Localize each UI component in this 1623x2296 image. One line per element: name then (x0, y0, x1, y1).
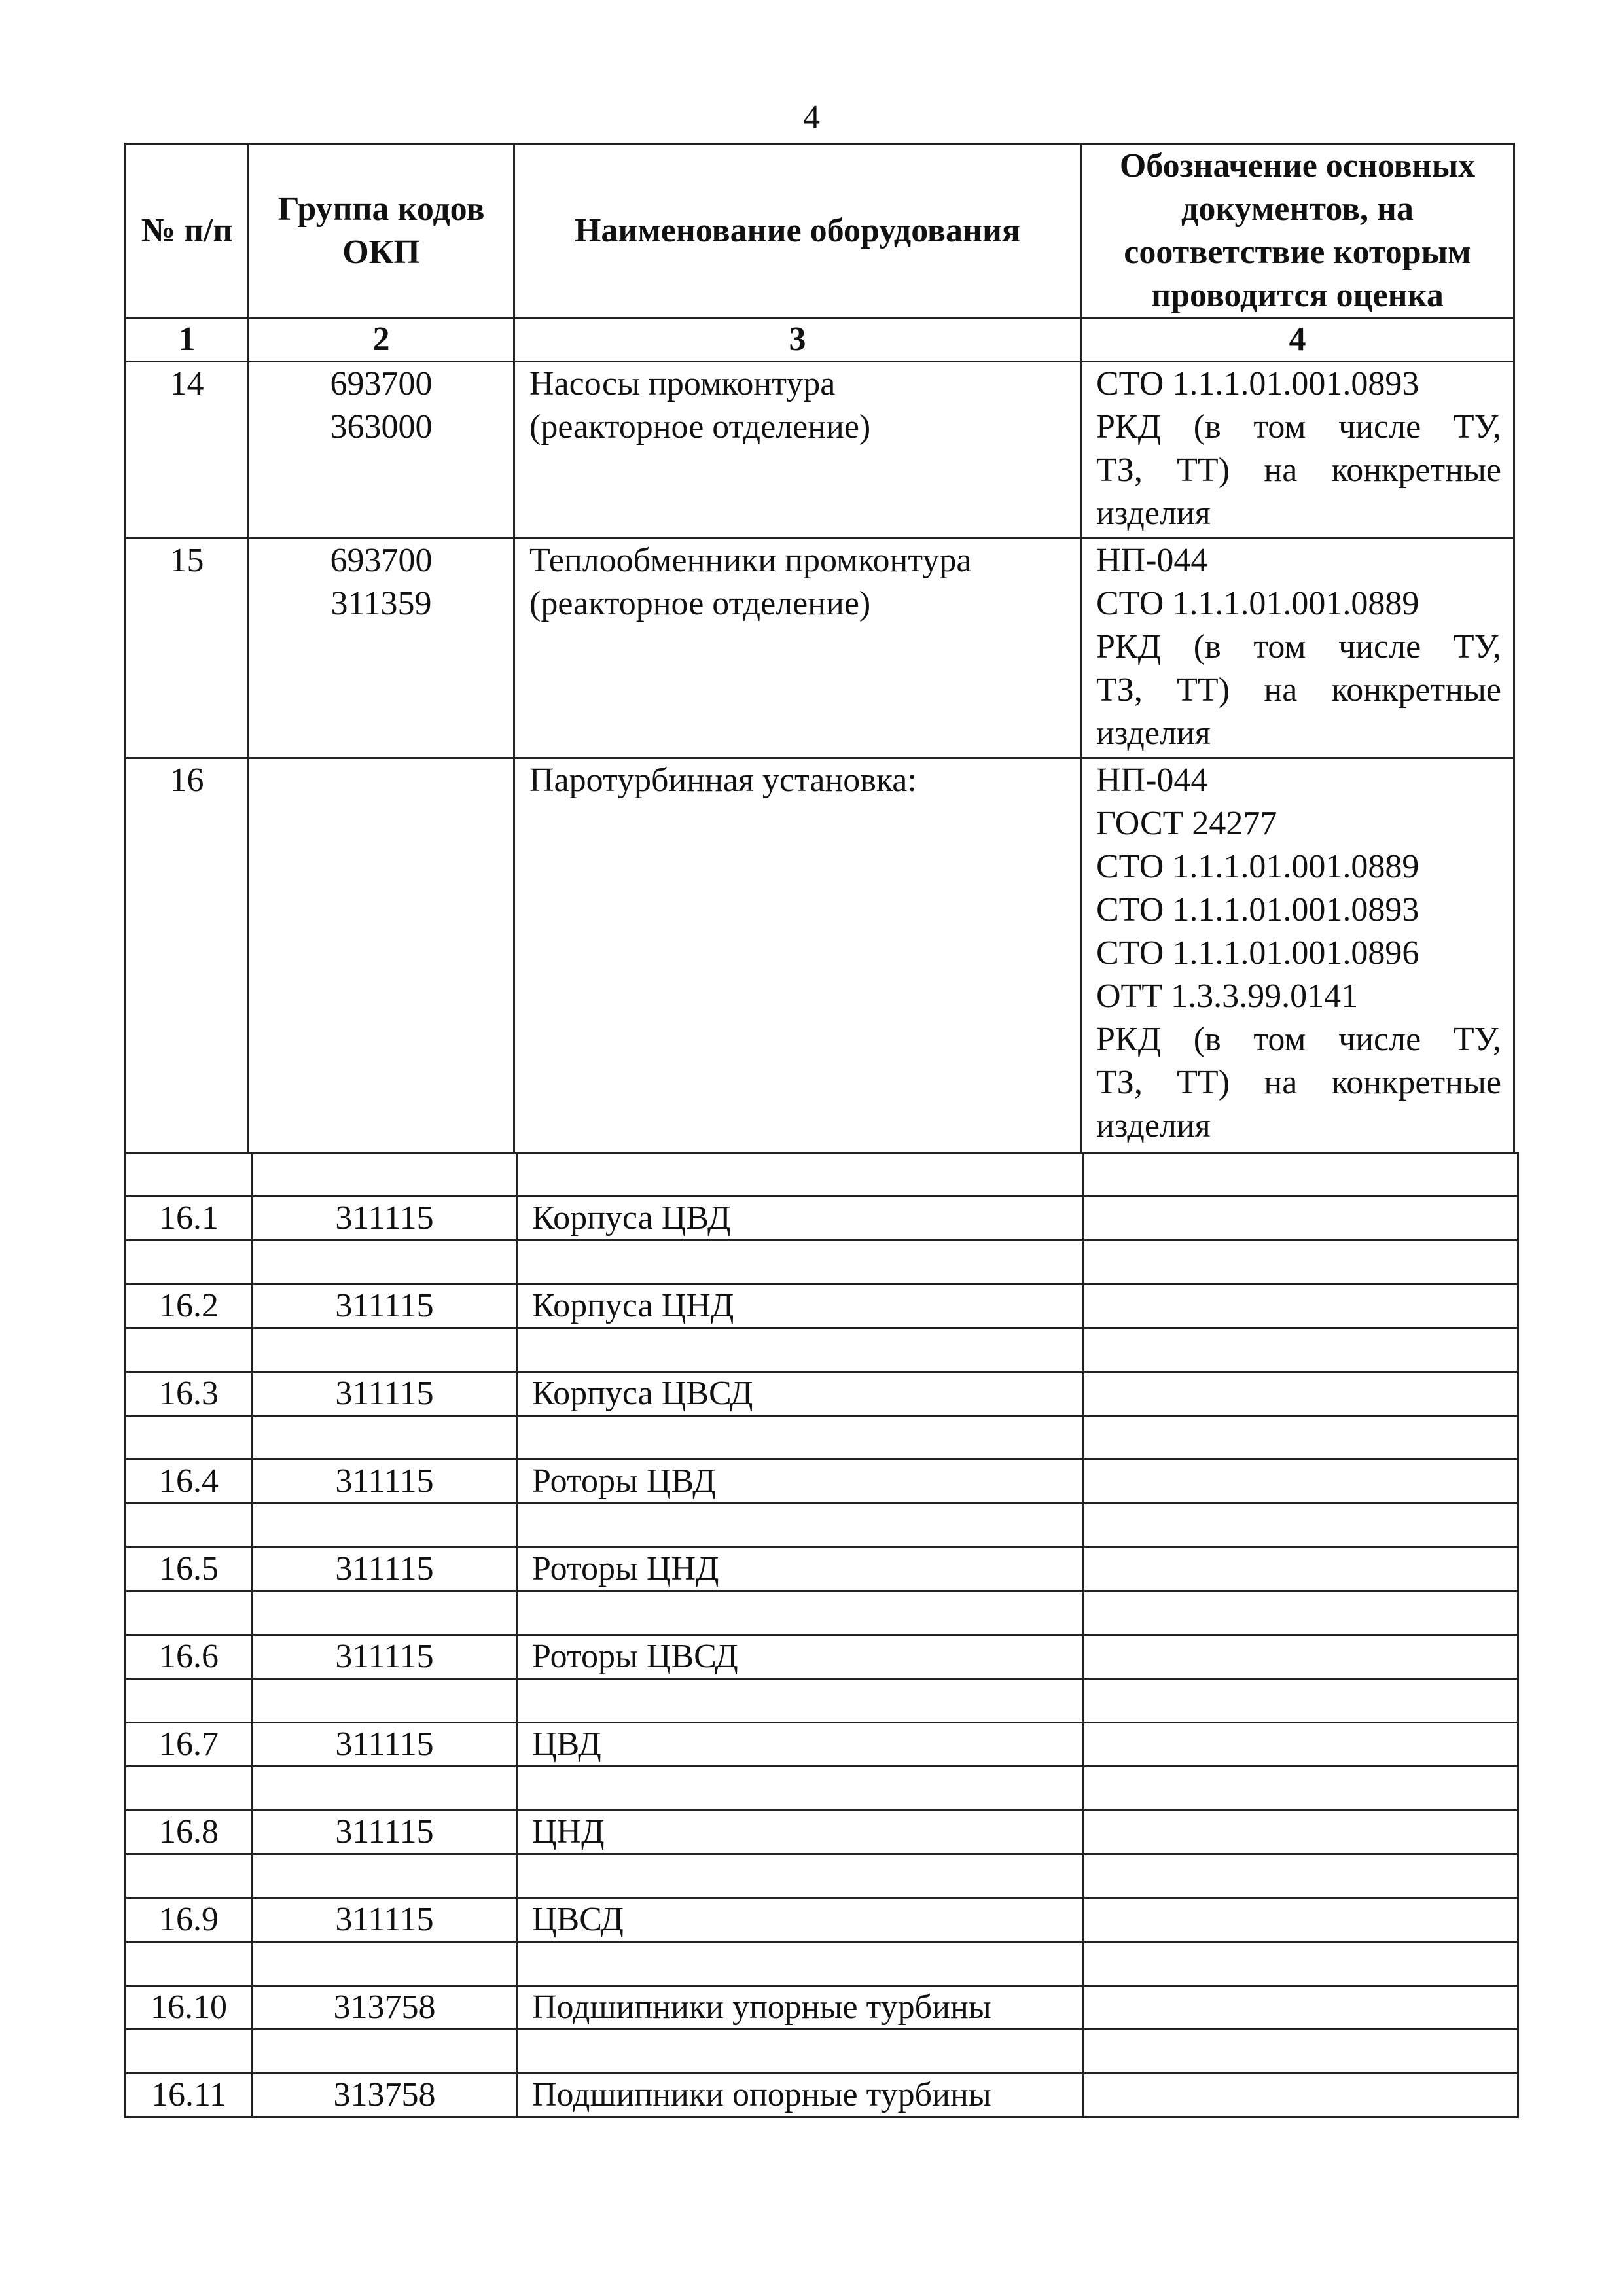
table-row (126, 539, 1514, 758)
empty-cell (1084, 1942, 1518, 1986)
document-line: РКД (в том числе ТУ, (1096, 628, 1501, 665)
documents (1084, 2074, 1518, 2117)
equipment-name: ЦВСД (517, 1898, 1084, 1942)
empty-cell (253, 1328, 517, 1372)
table-row (126, 1460, 1518, 1504)
empty-cell (126, 1591, 253, 1635)
row-num: 16.8 (126, 1810, 253, 1854)
equipment-name-line: Теплообменники промконтура (529, 542, 972, 579)
table-row (126, 1372, 1518, 1416)
column-number: 4 (1081, 319, 1514, 362)
document-line: изделия (1096, 715, 1211, 752)
empty-cell (517, 1767, 1084, 1810)
equipment-name-line: Насосы промконтура (529, 365, 836, 402)
okp-code: 311115 (253, 1810, 517, 1854)
header-okp-codes: Группа кодов ОКП (249, 144, 514, 319)
table-row (126, 1197, 1518, 1241)
empty-cell (517, 1942, 1084, 1986)
table-row (126, 1284, 1518, 1328)
okp-code: 311115 (253, 1284, 517, 1328)
equipment-name: Роторы ЦВД (517, 1460, 1084, 1504)
empty-cell (517, 1854, 1084, 1898)
equipment-name: Корпуса ЦВСД (517, 1372, 1084, 1416)
empty-cell (253, 1153, 517, 1197)
equipment-name: Подшипники упорные турбины (517, 1986, 1084, 2030)
empty-cell (126, 1504, 253, 1547)
empty-cell (1084, 1767, 1518, 1810)
okp-code: 311359 (330, 585, 432, 622)
document-line: ОТТ 1.3.3.99.0141 (1096, 978, 1359, 1015)
header-equipment-name: Наименование оборудования (514, 144, 1081, 319)
spacer-row (126, 1153, 1518, 1197)
row-num: 16.5 (126, 1547, 253, 1591)
column-number: 2 (249, 319, 514, 362)
header-row (126, 144, 1514, 319)
equipment-name-line: Паротурбинная установка: (529, 762, 917, 799)
documents (1084, 1547, 1518, 1591)
spacer-row (126, 1504, 1518, 1547)
documents (1084, 1723, 1518, 1767)
document-line: изделия (1096, 1107, 1211, 1144)
document-line: ГОСТ 24277 (1096, 805, 1277, 842)
documents (1081, 758, 1514, 1154)
empty-cell (517, 2030, 1084, 2074)
empty-cell (126, 1679, 253, 1723)
empty-cell (253, 2030, 517, 2074)
equipment-name (514, 539, 1081, 758)
empty-cell (517, 1591, 1084, 1635)
empty-cell (126, 1767, 253, 1810)
table-row (126, 1810, 1518, 1854)
row-num: 16.2 (126, 1284, 253, 1328)
okp-code: 693700 (330, 365, 433, 402)
empty-cell (517, 1328, 1084, 1372)
empty-cell (1084, 1591, 1518, 1635)
spacer-row (126, 1241, 1518, 1284)
documents (1084, 1460, 1518, 1504)
empty-cell (1084, 1679, 1518, 1723)
empty-cell (126, 2030, 253, 2074)
empty-cell (253, 1241, 517, 1284)
table-row (126, 1635, 1518, 1679)
equipment-table-subitems (124, 1152, 1519, 2118)
row-num: 16.3 (126, 1372, 253, 1416)
okp-code: 311115 (253, 1197, 517, 1241)
table-row (126, 1723, 1518, 1767)
document-line: изделия (1096, 495, 1211, 532)
row-num: 16.9 (126, 1898, 253, 1942)
document-line: СТО 1.1.1.01.001.0893 (1096, 365, 1419, 402)
document-line: ТЗ, ТТ) на конкретные (1096, 1064, 1501, 1101)
documents (1084, 1284, 1518, 1328)
row-num: 16.1 (126, 1197, 253, 1241)
column-number: 3 (514, 319, 1081, 362)
documents (1084, 1810, 1518, 1854)
okp-code: 311115 (253, 1372, 517, 1416)
equipment-name: ЦНД (517, 1810, 1084, 1854)
okp-code: 311115 (253, 1547, 517, 1591)
empty-cell (1084, 1416, 1518, 1460)
column-number: 1 (126, 319, 249, 362)
empty-cell (1084, 1241, 1518, 1284)
row-num: 16.10 (126, 1986, 253, 2030)
okp-codes (249, 758, 514, 1154)
okp-code: 313758 (253, 2074, 517, 2117)
okp-code: 311115 (253, 1723, 517, 1767)
equipment-name-line: (реакторное отделение) (529, 408, 871, 446)
empty-cell (126, 1241, 253, 1284)
okp-codes (249, 539, 514, 758)
okp-code: 311115 (253, 1635, 517, 1679)
document-line: СТО 1.1.1.01.001.0889 (1096, 585, 1419, 622)
spacer-row (126, 1767, 1518, 1810)
empty-cell (126, 1942, 253, 1986)
row-num: 16.11 (126, 2074, 253, 2117)
document-line: СТО 1.1.1.01.001.0889 (1096, 848, 1419, 885)
empty-cell (253, 1679, 517, 1723)
empty-cell (1084, 1854, 1518, 1898)
empty-cell (253, 1504, 517, 1547)
table-row (126, 1898, 1518, 1942)
row-num: 15 (126, 539, 249, 758)
document-line: РКД (в том числе ТУ, (1096, 408, 1501, 446)
okp-code: 363000 (330, 408, 433, 446)
equipment-name: Корпуса ЦВД (517, 1197, 1084, 1241)
documents (1081, 539, 1514, 758)
row-num: 16.4 (126, 1460, 253, 1504)
okp-code: 311115 (253, 1898, 517, 1942)
documents (1084, 1197, 1518, 1241)
spacer-row (126, 1942, 1518, 1986)
empty-cell (1084, 1153, 1518, 1197)
equipment-name: Роторы ЦНД (517, 1547, 1084, 1591)
empty-cell (517, 1153, 1084, 1197)
row-num: 16.6 (126, 1635, 253, 1679)
empty-cell (126, 1328, 253, 1372)
table-row (126, 2074, 1518, 2117)
page-number: 4 (803, 99, 820, 136)
table-row (126, 362, 1514, 539)
header-num: № п/п (126, 144, 249, 319)
empty-cell (1084, 1328, 1518, 1372)
document-line: РКД (в том числе ТУ, (1096, 1021, 1501, 1058)
table-row (126, 1547, 1518, 1591)
empty-cell (517, 1679, 1084, 1723)
row-num: 14 (126, 362, 249, 539)
spacer-row (126, 2030, 1518, 2074)
spacer-row (126, 1416, 1518, 1460)
document-line: СТО 1.1.1.01.001.0893 (1096, 891, 1419, 928)
documents (1084, 1986, 1518, 2030)
spacer-row (126, 1591, 1518, 1635)
documents (1084, 1372, 1518, 1416)
documents (1081, 362, 1514, 539)
table-row (126, 758, 1514, 1154)
empty-cell (126, 1153, 253, 1197)
table-row (126, 1986, 1518, 2030)
row-num: 16 (126, 758, 249, 1154)
equipment-name: Роторы ЦВСД (517, 1635, 1084, 1679)
documents (1084, 1635, 1518, 1679)
spacer-row (126, 1679, 1518, 1723)
empty-cell (517, 1241, 1084, 1284)
okp-code: 313758 (253, 1986, 517, 2030)
empty-cell (253, 1767, 517, 1810)
empty-cell (126, 1416, 253, 1460)
equipment-name (514, 758, 1081, 1154)
row-num: 16.7 (126, 1723, 253, 1767)
empty-cell (253, 1416, 517, 1460)
empty-cell (253, 1854, 517, 1898)
equipment-name: Корпуса ЦНД (517, 1284, 1084, 1328)
documents (1084, 1898, 1518, 1942)
document-line: ТЗ, ТТ) на конкретные (1096, 451, 1501, 489)
document-line: НП-044 (1096, 542, 1208, 579)
empty-cell (1084, 2030, 1518, 2074)
spacer-row (126, 1854, 1518, 1898)
empty-cell (1084, 1504, 1518, 1547)
okp-code: 311115 (253, 1460, 517, 1504)
empty-cell (517, 1504, 1084, 1547)
spacer-row (126, 1328, 1518, 1372)
empty-cell (517, 1416, 1084, 1460)
equipment-name-line: (реакторное отделение) (529, 585, 871, 622)
empty-cell (126, 1854, 253, 1898)
okp-codes (249, 362, 514, 539)
equipment-name (514, 362, 1081, 539)
equipment-name: ЦВД (517, 1723, 1084, 1767)
header-documents: Обозначение основных документов, на соответствие которым проводится оценка (1081, 144, 1514, 319)
equipment-table-main (124, 143, 1515, 1154)
document-line: НП-044 (1096, 762, 1208, 799)
empty-cell (253, 1942, 517, 1986)
equipment-name: Подшипники опорные турбины (517, 2074, 1084, 2117)
document-line: ТЗ, ТТ) на конкретные (1096, 671, 1501, 709)
document-line: СТО 1.1.1.01.001.0896 (1096, 934, 1419, 972)
empty-cell (253, 1591, 517, 1635)
column-number-row (126, 319, 1514, 362)
okp-code: 693700 (330, 542, 433, 579)
